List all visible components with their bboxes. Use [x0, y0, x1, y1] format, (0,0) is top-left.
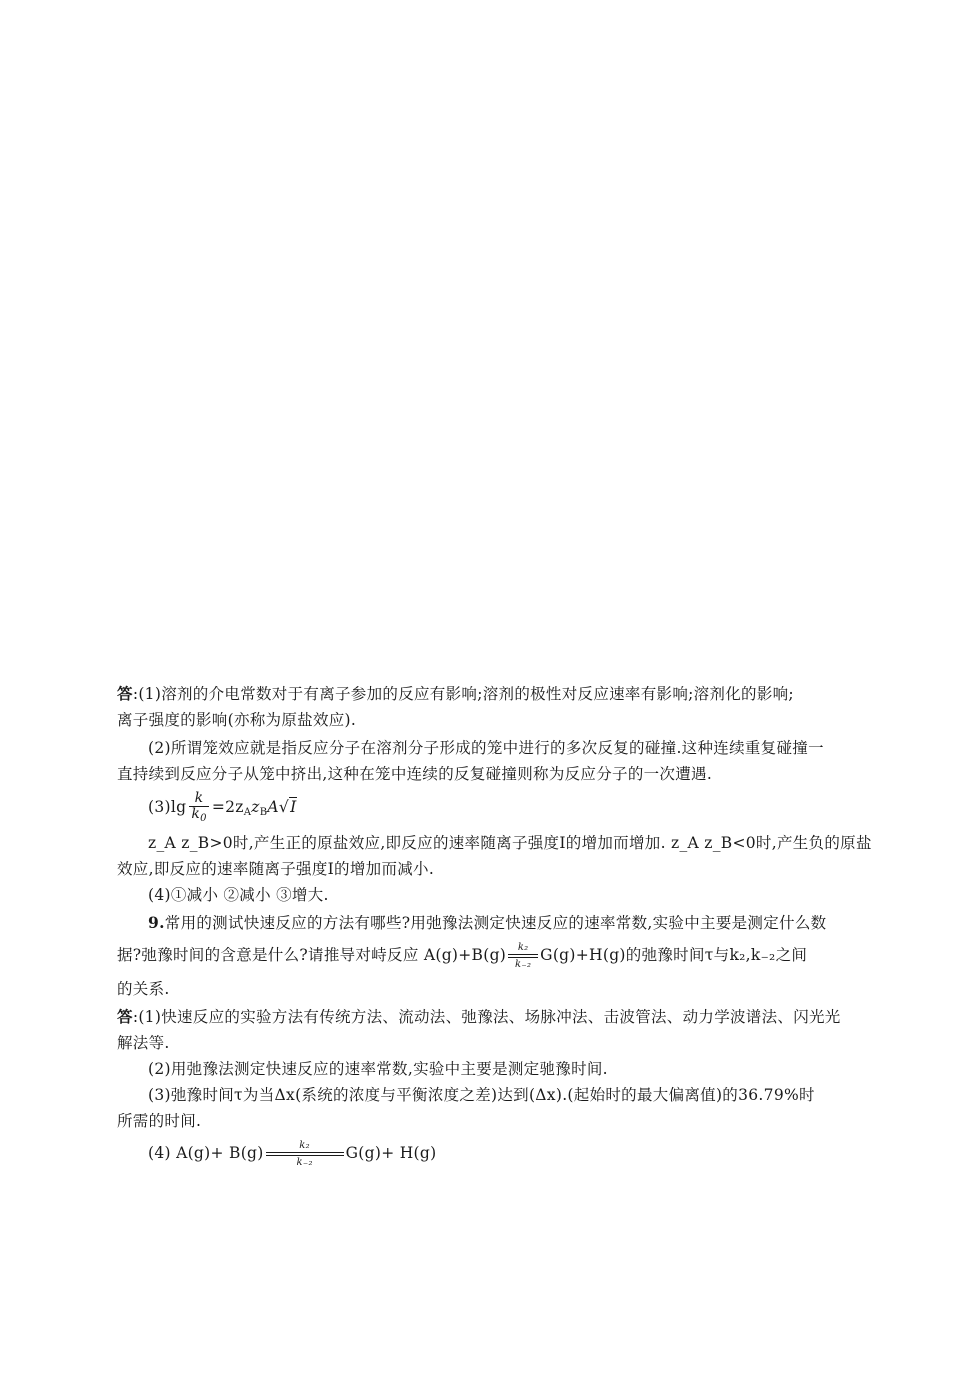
answer-1-part-2-line-2: 直持续到反应分子从笼中挤出,这种在笼中连续的反复碰撞则称为反应分子的一次遭遇. [117, 765, 713, 783]
answer-1-part-3-line-1: z_A z_B>0时,产生正的原盐效应,即反应的速率随离子强度I的增加而增加. z_A z_B<0时,产生负的原盐 [148, 834, 872, 852]
answer-1-line-2: 离子强度的影响(亦称为原盐效应). [117, 711, 357, 729]
answer-1-part-4: (4)①减小 ②减小 ③增大. [148, 886, 329, 904]
answer-label: 答 [117, 684, 133, 703]
answer-1-part-3-line-2: 效应,即反应的速率随离子强度I的增加而减小. [117, 860, 435, 878]
question-9-line-2: 据?弛豫时间的含意是什么?请推导对峙反应 A(g)+B(g) k₂ k₋₂ G(g)+H(g)的弛豫时间τ与k₂,k₋₂之间 [117, 942, 808, 970]
answer-1-part-3-formula: (3)lg $\frac{k}{k_0}$ $=2z_Az_BA√I$ [148, 789, 297, 824]
question-9-line-3: 的关系. [117, 980, 170, 998]
answer-2-part-3-line-2: 所需的时间. [117, 1112, 202, 1130]
question-number: 9. [148, 913, 165, 932]
answer-2-line-1: 答:(1)快速反应的实验方法有传统方法、流动法、弛豫法、场脉冲法、击波管法、动力学波谱法、闪光光 [117, 1007, 841, 1026]
equilibrium-arrows: k₂ k₋₂ [508, 942, 538, 970]
sqrt-ionic-strength: I [290, 798, 297, 816]
answer-1-part-2-line-1: (2)所谓笼效应就是指反应分子在溶剂分子形成的笼中进行的多次反复的碰撞.这种连续重复碰撞一 [148, 739, 824, 757]
answer-2-line-2: 解法等. [117, 1034, 170, 1052]
answer-2-part-2: (2)用弛豫法测定快速反应的速率常数,实验中主要是测定驰豫时间. [148, 1060, 608, 1078]
answer-2-part-3-line-1: (3)弛豫时间τ为当Δx(系统的浓度与平衡浓度之差)达到(Δx).(起始时的最大偏离值)的36.79%时 [148, 1086, 815, 1104]
fraction-k-over-k0: $\frac{k}{k_0}$ [191, 789, 207, 824]
answer-label: 答 [117, 1007, 133, 1026]
answer-2-part-4-equation: (4) A(g)+ B(g) k₂ k₋₂ G(g)+ H(g) [148, 1140, 437, 1168]
question-9-line-1: 9.常用的测试快速反应的方法有哪些?用弛豫法测定快速反应的速率常数,实验中主要是测定什么数 [148, 913, 827, 932]
equilibrium-arrows: k₂ k₋₂ [266, 1140, 344, 1168]
answer-1-line-1: 答:(1)溶剂的介电常数对于有离子参加的反应有影响;溶剂的极性对反应速率有影响;溶剂化的影响; [117, 684, 794, 703]
